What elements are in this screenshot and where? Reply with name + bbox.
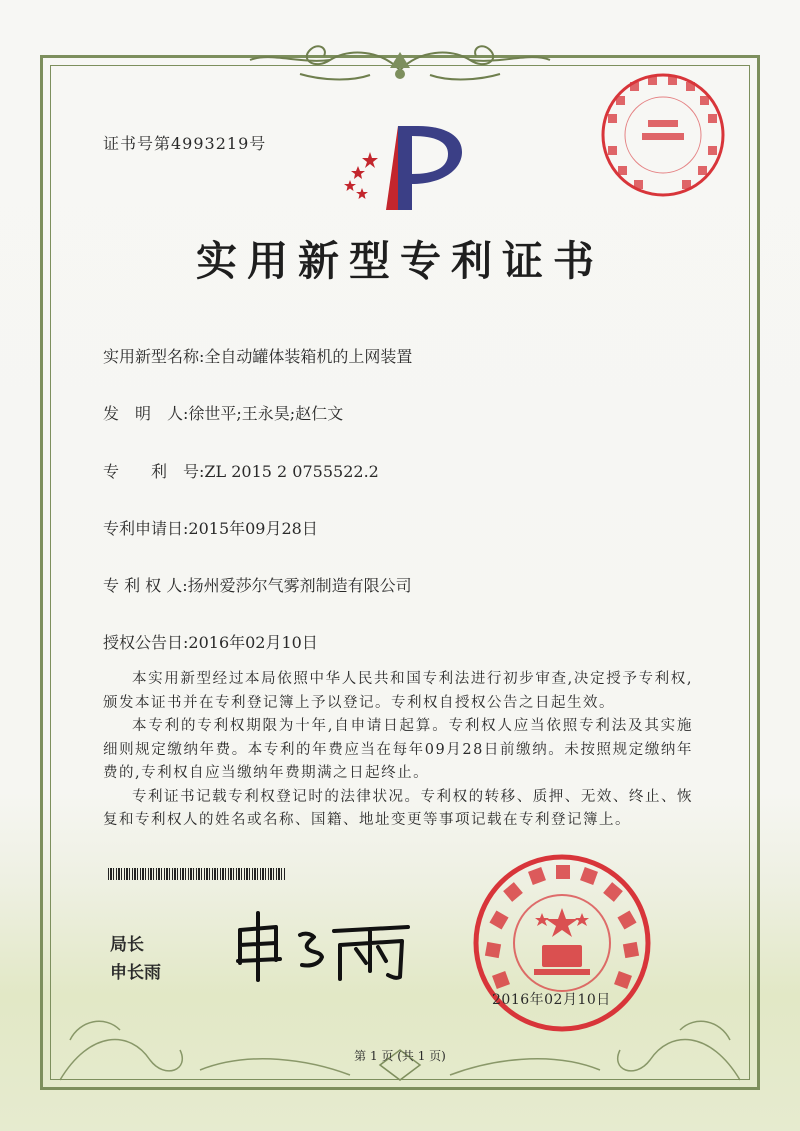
patent-number-label: 专 利 号:	[103, 462, 205, 481]
patent-office-logo-icon	[338, 122, 468, 214]
barcode	[108, 868, 286, 880]
filing-date-value: 2015年09月28日	[188, 519, 318, 538]
grant-date-value: 2016年02月10日	[188, 633, 318, 652]
director-name: 申长雨	[110, 963, 161, 983]
patent-number-value: ZL 2015 2 0755522.2	[204, 462, 379, 481]
top-ornament-icon	[230, 30, 570, 90]
utility-model-name-value: 全自动罐体装箱机的上网装置	[204, 347, 413, 366]
utility-model-name-label: 实用新型名称:	[103, 347, 205, 366]
patentee-value: 扬州爱莎尔气雾剂制造有限公司	[187, 576, 412, 595]
inventor-value: 徐世平;王永昊;赵仁文	[188, 404, 344, 423]
certificate-body-text	[103, 668, 693, 833]
patent-number-row	[103, 459, 379, 482]
certificate-title: 实用新型专利证书	[196, 237, 604, 285]
seal-date: 2016年02月10日	[492, 992, 611, 1008]
filing-date-row	[103, 516, 318, 539]
body-paragraph-2: 本专利的专利权期限为十年,自申请日起算。专利权人应当依照专利法及其实施细则规定缴纳年费。本专利的年费应当在每年09月28日前缴纳。未按照规定缴纳年费的,专利权自应当缴纳年费期满之日起终止。	[103, 718, 693, 781]
patentee-label: 专 利 权 人:	[103, 576, 188, 595]
body-paragraph-1: 本实用新型经过本局依照中华人民共和国专利法进行初步审查,决定授予专利权,颁发本证书并在专利登记簿上予以登记。专利权自授权公告之日起生效。	[103, 671, 693, 711]
inventor-label: 发 明 人:	[103, 404, 189, 423]
inventor-row	[103, 401, 343, 424]
grant-date-row	[103, 630, 318, 653]
body-paragraph-3: 专利证书记载专利权登记时的法律状况。专利权的转移、质押、无效、终止、恢复和专利权人的姓名或名称、国籍、地址变更等事项记载在专利登记簿上。	[103, 788, 693, 828]
page-footer: 第 1 页 (共 1 页)	[354, 1049, 446, 1063]
handwritten-signature-icon	[232, 905, 422, 985]
filing-date-label: 专利申请日:	[103, 519, 189, 538]
director-title: 局长	[110, 935, 144, 955]
certificate-number: 证书号第4993219号	[103, 134, 267, 153]
tax-stamp-seal-icon	[598, 70, 728, 200]
grant-date-label: 授权公告日:	[103, 633, 189, 652]
patentee-row	[103, 573, 412, 596]
utility-model-name-row	[103, 344, 412, 367]
